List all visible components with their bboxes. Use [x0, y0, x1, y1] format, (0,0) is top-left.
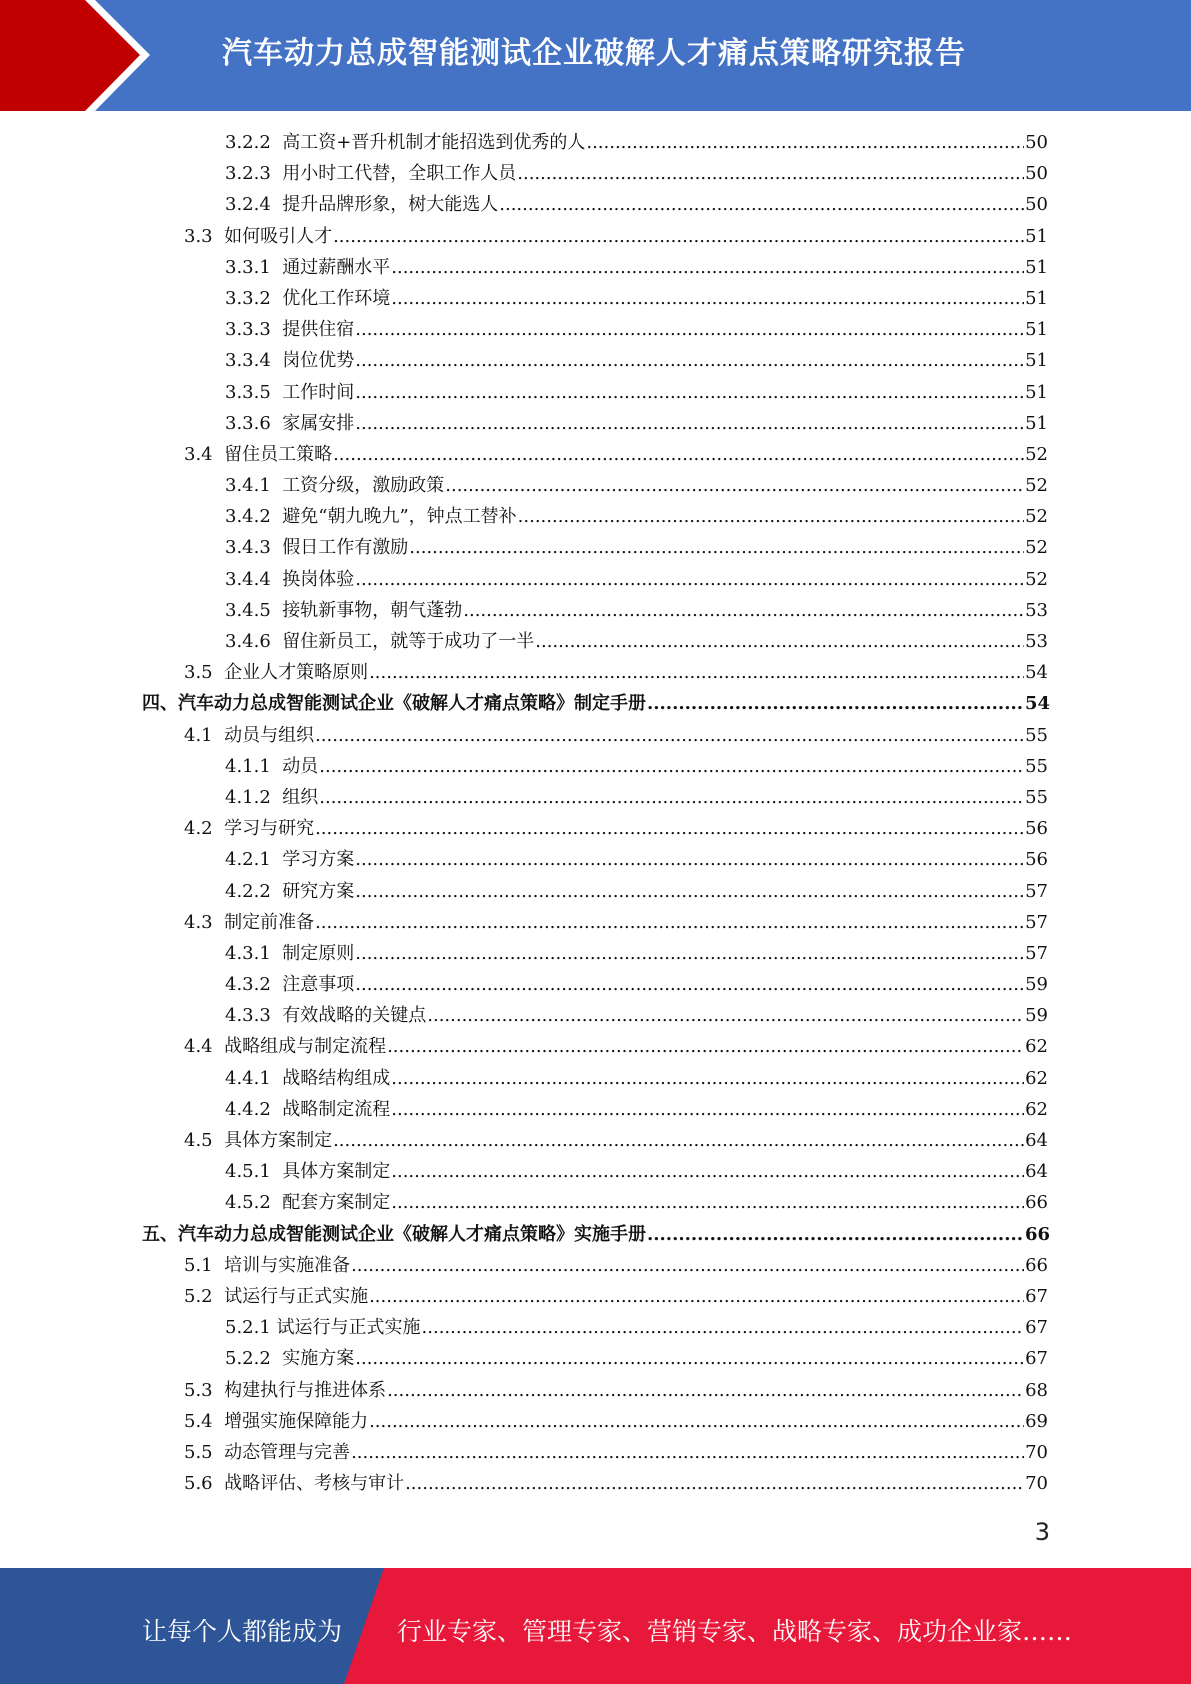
toc-entry[interactable]	[0, 408, 1191, 439]
toc-dot-leader	[647, 688, 1024, 719]
toc-entry-title: 培训与实施准备	[224, 1254, 351, 1276]
toc-entry-number: 3.3.3	[225, 319, 283, 341]
toc-entry[interactable]	[0, 1406, 1191, 1437]
toc-entry[interactable]	[0, 1219, 1191, 1250]
toc-entry-title: 留住员工策略	[224, 443, 333, 465]
toc-entry-number: 5.5	[184, 1441, 225, 1463]
toc-entry-number: 5.1	[184, 1254, 225, 1276]
toc-entry-number: 5.2.2	[225, 1348, 283, 1370]
toc-entry-number: 5.3	[184, 1379, 225, 1401]
toc-entry-title: 学习与研究	[224, 818, 315, 840]
toc-dot-leader	[391, 252, 1024, 283]
toc-entry-page: 64	[1025, 1161, 1048, 1183]
toc-entry-page: 51	[1025, 350, 1048, 372]
toc-entry[interactable]	[0, 189, 1191, 220]
toc-entry-page: 51	[1025, 256, 1048, 278]
toc-entry-page: 51	[1025, 412, 1048, 434]
toc-entry[interactable]	[0, 1125, 1191, 1156]
toc-entry-title: 如何吸引人才	[224, 225, 333, 247]
toc-entry-page: 50	[1025, 194, 1048, 216]
toc-entry-number: 4.1.2	[225, 786, 283, 808]
toc-dot-leader	[355, 844, 1024, 875]
toc-entry-title: 试运行与正式实施	[276, 1317, 421, 1339]
toc-entry-title: 注意事项	[282, 974, 355, 996]
toc-entry[interactable]	[0, 626, 1191, 657]
toc-entry-page: 59	[1025, 974, 1048, 996]
toc-entry-page: 66	[1025, 1192, 1048, 1214]
toc-entry-page: 67	[1025, 1348, 1048, 1370]
report-title: 汽车动力总成智能测试企业破解人才痛点策略研究报告	[222, 36, 966, 71]
toc-entry[interactable]	[0, 1000, 1191, 1031]
toc-entry-title: 组织	[282, 786, 319, 808]
toc-entry-number: 3.2.2	[225, 132, 283, 153]
toc-entry[interactable]	[0, 127, 1191, 158]
toc-entry-page: 51	[1025, 381, 1048, 403]
toc-entry-page: 62	[1025, 1098, 1048, 1120]
toc-entry-number: 4.4	[184, 1036, 225, 1058]
toc-dot-leader	[391, 1094, 1024, 1125]
toc-dot-leader	[517, 158, 1024, 189]
toc-dot-leader	[333, 221, 1024, 252]
toc-dot-leader	[355, 969, 1024, 1000]
toc-entry-title: 制定前准备	[224, 911, 315, 933]
toc-entry-title: 用小时工代替，全职工作人员	[282, 163, 517, 185]
toc-dot-leader	[409, 532, 1024, 563]
toc-entry-number: 4.1.1	[225, 755, 283, 777]
toc-entry-number: 3.3.1	[225, 256, 283, 278]
toc-entry-title: 动态管理与完善	[224, 1441, 351, 1463]
toc-entry[interactable]	[0, 470, 1191, 501]
toc-entry-number: 3.4.6	[225, 631, 283, 652]
toc-entry-number: 4.5.2	[225, 1192, 283, 1214]
toc-entry-number: 3.3.5	[225, 381, 283, 403]
toc-entry-title: 优化工作环境	[282, 287, 391, 309]
toc-entry-page: 50	[1025, 163, 1048, 185]
toc-entry-page: 52	[1025, 537, 1048, 559]
toc-entry[interactable]	[0, 969, 1191, 1000]
toc-dot-leader	[319, 782, 1024, 813]
toc-entry[interactable]	[0, 938, 1191, 969]
toc-entry-title: 战略制定流程	[282, 1098, 391, 1120]
toc-entry-page: 51	[1025, 287, 1048, 309]
toc-entry-page: 51	[1025, 319, 1048, 341]
toc-entry-title: 企业人才策略原则	[224, 662, 369, 684]
toc-entry-page: 56	[1025, 849, 1048, 871]
toc-dot-leader	[499, 189, 1024, 220]
toc-dot-leader	[315, 720, 1024, 751]
table-of-contents	[0, 127, 1191, 1499]
toc-entry-number: 4.5	[184, 1130, 225, 1151]
toc-entry-page: 67	[1025, 1317, 1048, 1339]
toc-entry-title: 实施方案	[282, 1348, 355, 1370]
toc-entry[interactable]	[0, 720, 1191, 751]
toc-dot-leader	[333, 1125, 1024, 1156]
toc-dot-leader	[369, 657, 1024, 688]
toc-entry-page: 69	[1025, 1410, 1048, 1432]
toc-entry-number: 3.4.3	[225, 537, 283, 559]
toc-entry[interactable]	[0, 1375, 1191, 1406]
toc-entry-number: 3.2.4	[225, 194, 283, 216]
toc-entry-number: 4.4.1	[225, 1067, 283, 1089]
toc-entry-page: 55	[1025, 786, 1048, 808]
toc-dot-leader	[351, 1437, 1024, 1468]
toc-entry-page: 68	[1025, 1379, 1048, 1401]
toc-dot-leader	[647, 1219, 1024, 1250]
toc-entry-number: 3.4.1	[225, 475, 283, 497]
toc-dot-leader	[355, 876, 1024, 907]
toc-entry[interactable]	[0, 1187, 1191, 1218]
toc-entry-page: 55	[1025, 724, 1048, 746]
toc-entry[interactable]	[0, 314, 1191, 345]
toc-entry-page: 59	[1025, 1005, 1048, 1027]
toc-dot-leader	[535, 626, 1024, 657]
toc-entry-page: 62	[1025, 1067, 1048, 1089]
toc-entry-title: 配套方案制定	[282, 1192, 391, 1214]
toc-entry-number: 4.2.2	[225, 880, 283, 902]
toc-entry-title: 提供住宿	[282, 319, 355, 341]
toc-entry[interactable]	[0, 657, 1191, 688]
toc-entry-number: 4.5.1	[225, 1161, 283, 1183]
footer-slogan-right: 行业专家、管理专家、营销专家、战略专家、成功企业家……	[397, 1617, 1073, 1646]
footer-banner	[0, 1568, 1191, 1684]
toc-entry[interactable]	[0, 1063, 1191, 1094]
toc-entry[interactable]	[0, 1437, 1191, 1468]
toc-entry-number: 3.2.3	[225, 163, 283, 185]
toc-entry[interactable]	[0, 876, 1191, 907]
toc-entry-title: 战略评估、考核与审计	[224, 1473, 405, 1495]
toc-entry[interactable]	[0, 1468, 1191, 1499]
toc-dot-leader	[355, 408, 1024, 439]
toc-dot-leader	[405, 1468, 1024, 1499]
toc-entry-title: 换岗体验	[282, 568, 355, 590]
toc-entry-page: 66	[1025, 1223, 1051, 1245]
toc-entry-title: 制定原则	[282, 942, 355, 964]
toc-entry-title: 接轨新事物，朝气蓬勃	[282, 599, 463, 621]
toc-dot-leader	[315, 907, 1024, 938]
toc-entry[interactable]	[0, 532, 1191, 563]
toc-entry-title: 提升品牌形象，树大能选人	[282, 194, 499, 216]
toc-entry-title: 学习方案	[282, 849, 355, 871]
toc-entry-title: 研究方案	[282, 880, 355, 902]
toc-dot-leader	[369, 1406, 1024, 1437]
toc-entry[interactable]	[0, 439, 1191, 470]
toc-entry-page: 53	[1025, 599, 1048, 621]
toc-entry-number: 3.5	[184, 662, 225, 684]
toc-dot-leader	[355, 564, 1024, 595]
toc-entry-page: 57	[1025, 880, 1048, 902]
toc-entry-page: 56	[1025, 818, 1048, 840]
toc-entry-number: 5.6	[184, 1473, 225, 1495]
toc-dot-leader	[463, 595, 1024, 626]
toc-entry-title: 战略组成与制定流程	[224, 1036, 387, 1058]
toc-dot-leader	[319, 751, 1024, 782]
toc-entry-page: 52	[1025, 475, 1048, 497]
toc-dot-leader	[387, 1031, 1024, 1062]
toc-entry-number: 4.3.2	[225, 974, 283, 996]
toc-dot-leader	[387, 1375, 1024, 1406]
toc-entry-number: 4.2	[184, 818, 225, 840]
toc-dot-leader	[315, 813, 1024, 844]
toc-entry-title: 具体方案制定	[224, 1130, 333, 1151]
toc-entry[interactable]	[0, 252, 1191, 283]
toc-dot-leader	[391, 1187, 1024, 1218]
toc-entry-page: 50	[1025, 132, 1048, 153]
toc-entry-title: 通过薪酬水平	[282, 256, 391, 278]
toc-entry[interactable]	[0, 377, 1191, 408]
toc-entry-title: 动员	[282, 755, 319, 777]
toc-entry-page: 52	[1025, 443, 1048, 465]
toc-entry-number: 4.3.1	[225, 942, 283, 964]
toc-entry[interactable]	[0, 595, 1191, 626]
toc-entry[interactable]	[0, 1250, 1191, 1281]
toc-entry[interactable]	[0, 751, 1191, 782]
toc-dot-leader	[355, 938, 1024, 969]
toc-entry-page: 66	[1025, 1254, 1048, 1276]
toc-entry-title: 假日工作有激励	[282, 537, 409, 559]
toc-dot-leader	[351, 1250, 1024, 1281]
toc-entry-number: 5.4	[184, 1410, 225, 1432]
toc-entry-number: 4.4.2	[225, 1098, 283, 1120]
toc-entry-page: 52	[1025, 568, 1048, 590]
toc-entry[interactable]	[0, 1094, 1191, 1125]
toc-entry-title: 高工资+晋升机制才能招选到优秀的人	[282, 132, 586, 153]
toc-entry-title: 动员与组织	[224, 724, 315, 746]
toc-entry-number: 3.4.5	[225, 599, 283, 621]
toc-entry-number: 3.3.2	[225, 287, 283, 309]
toc-entry-title: 有效战略的关键点	[282, 1005, 427, 1027]
toc-entry-title: 具体方案制定	[282, 1161, 391, 1183]
toc-entry-number: 5.2	[184, 1285, 225, 1307]
toc-entry-title: 家属安排	[282, 412, 355, 434]
toc-entry-title: 避免“朝九晚九”，钟点工替补	[282, 506, 517, 528]
footer-slogan-left: 让每个人都能成为	[142, 1617, 343, 1646]
toc-dot-leader	[355, 1343, 1024, 1374]
toc-entry-page: 70	[1025, 1473, 1048, 1495]
toc-entry[interactable]	[0, 1343, 1191, 1374]
toc-dot-leader	[369, 1281, 1024, 1312]
toc-entry[interactable]	[0, 844, 1191, 875]
toc-dot-leader	[391, 283, 1024, 314]
toc-entry-page: 55	[1025, 755, 1048, 777]
toc-entry-number: 3.3.6	[225, 412, 283, 434]
header-banner	[0, 0, 1191, 111]
toc-entry-page: 57	[1025, 911, 1048, 933]
toc-dot-leader	[586, 127, 1024, 158]
toc-entry-number: 4.2.1	[225, 849, 283, 871]
toc-entry-number: 4.1	[184, 724, 225, 746]
toc-dot-leader	[391, 1156, 1024, 1187]
toc-entry[interactable]	[0, 221, 1191, 252]
toc-dot-leader	[445, 470, 1024, 501]
toc-entry-page: 70	[1025, 1441, 1048, 1463]
toc-entry-number: 3.4	[184, 443, 225, 465]
page-number: 3	[1034, 1518, 1050, 1546]
toc-dot-leader	[355, 377, 1024, 408]
toc-entry-page: 57	[1025, 942, 1048, 964]
toc-entry-title: 工资分级，激励政策	[282, 475, 445, 497]
toc-entry[interactable]	[0, 501, 1191, 532]
toc-entry-title: 战略结构组成	[282, 1067, 391, 1089]
toc-entry-number: 3.4.2	[225, 506, 283, 528]
toc-entry[interactable]	[0, 813, 1191, 844]
toc-dot-leader	[427, 1000, 1024, 1031]
toc-dot-leader	[518, 501, 1024, 532]
toc-entry-number: 3.3	[184, 225, 225, 247]
toc-entry-page: 54	[1025, 662, 1048, 684]
toc-entry-number: 5.2.1	[225, 1317, 277, 1339]
toc-entry[interactable]	[0, 688, 1191, 719]
toc-entry-page: 52	[1025, 506, 1048, 528]
toc-entry-page: 62	[1025, 1036, 1048, 1058]
toc-entry-title: 岗位优势	[282, 350, 355, 372]
toc-entry-title: 五、汽车动力总成智能测试企业《破解人才痛点策略》实施手册	[142, 1223, 646, 1245]
toc-entry-title: 试运行与正式实施	[224, 1285, 369, 1307]
toc-entry-page: 53	[1025, 631, 1048, 652]
toc-entry-title: 留住新员工，就等于成功了一半	[282, 631, 535, 652]
toc-entry-number: 4.3	[184, 911, 225, 933]
toc-entry-title: 工作时间	[282, 381, 355, 403]
toc-entry-title: 构建执行与推进体系	[224, 1379, 387, 1401]
toc-dot-leader	[355, 314, 1024, 345]
toc-dot-leader	[333, 439, 1024, 470]
toc-entry-page: 67	[1025, 1285, 1048, 1307]
toc-entry[interactable]	[0, 1156, 1191, 1187]
toc-entry-page: 51	[1025, 225, 1048, 247]
toc-entry-number: 3.3.4	[225, 350, 283, 372]
toc-entry-page: 64	[1025, 1130, 1048, 1151]
toc-dot-leader	[355, 345, 1024, 376]
toc-entry-title: 增强实施保障能力	[224, 1410, 369, 1432]
toc-entry-title: 四、汽车动力总成智能测试企业《破解人才痛点策略》制定手册	[142, 693, 646, 715]
toc-entry[interactable]	[0, 564, 1191, 595]
toc-entry[interactable]	[0, 1312, 1191, 1343]
toc-entry[interactable]	[0, 283, 1191, 314]
toc-entry-page: 54	[1025, 693, 1051, 715]
toc-entry[interactable]	[0, 1281, 1191, 1312]
toc-entry[interactable]	[0, 158, 1191, 189]
toc-entry-number: 3.4.4	[225, 568, 283, 590]
toc-entry-number: 4.3.3	[225, 1005, 283, 1027]
toc-entry[interactable]	[0, 345, 1191, 376]
toc-dot-leader	[391, 1063, 1024, 1094]
toc-entry[interactable]	[0, 1031, 1191, 1062]
toc-entry[interactable]	[0, 782, 1191, 813]
toc-entry[interactable]	[0, 907, 1191, 938]
toc-dot-leader	[422, 1312, 1024, 1343]
